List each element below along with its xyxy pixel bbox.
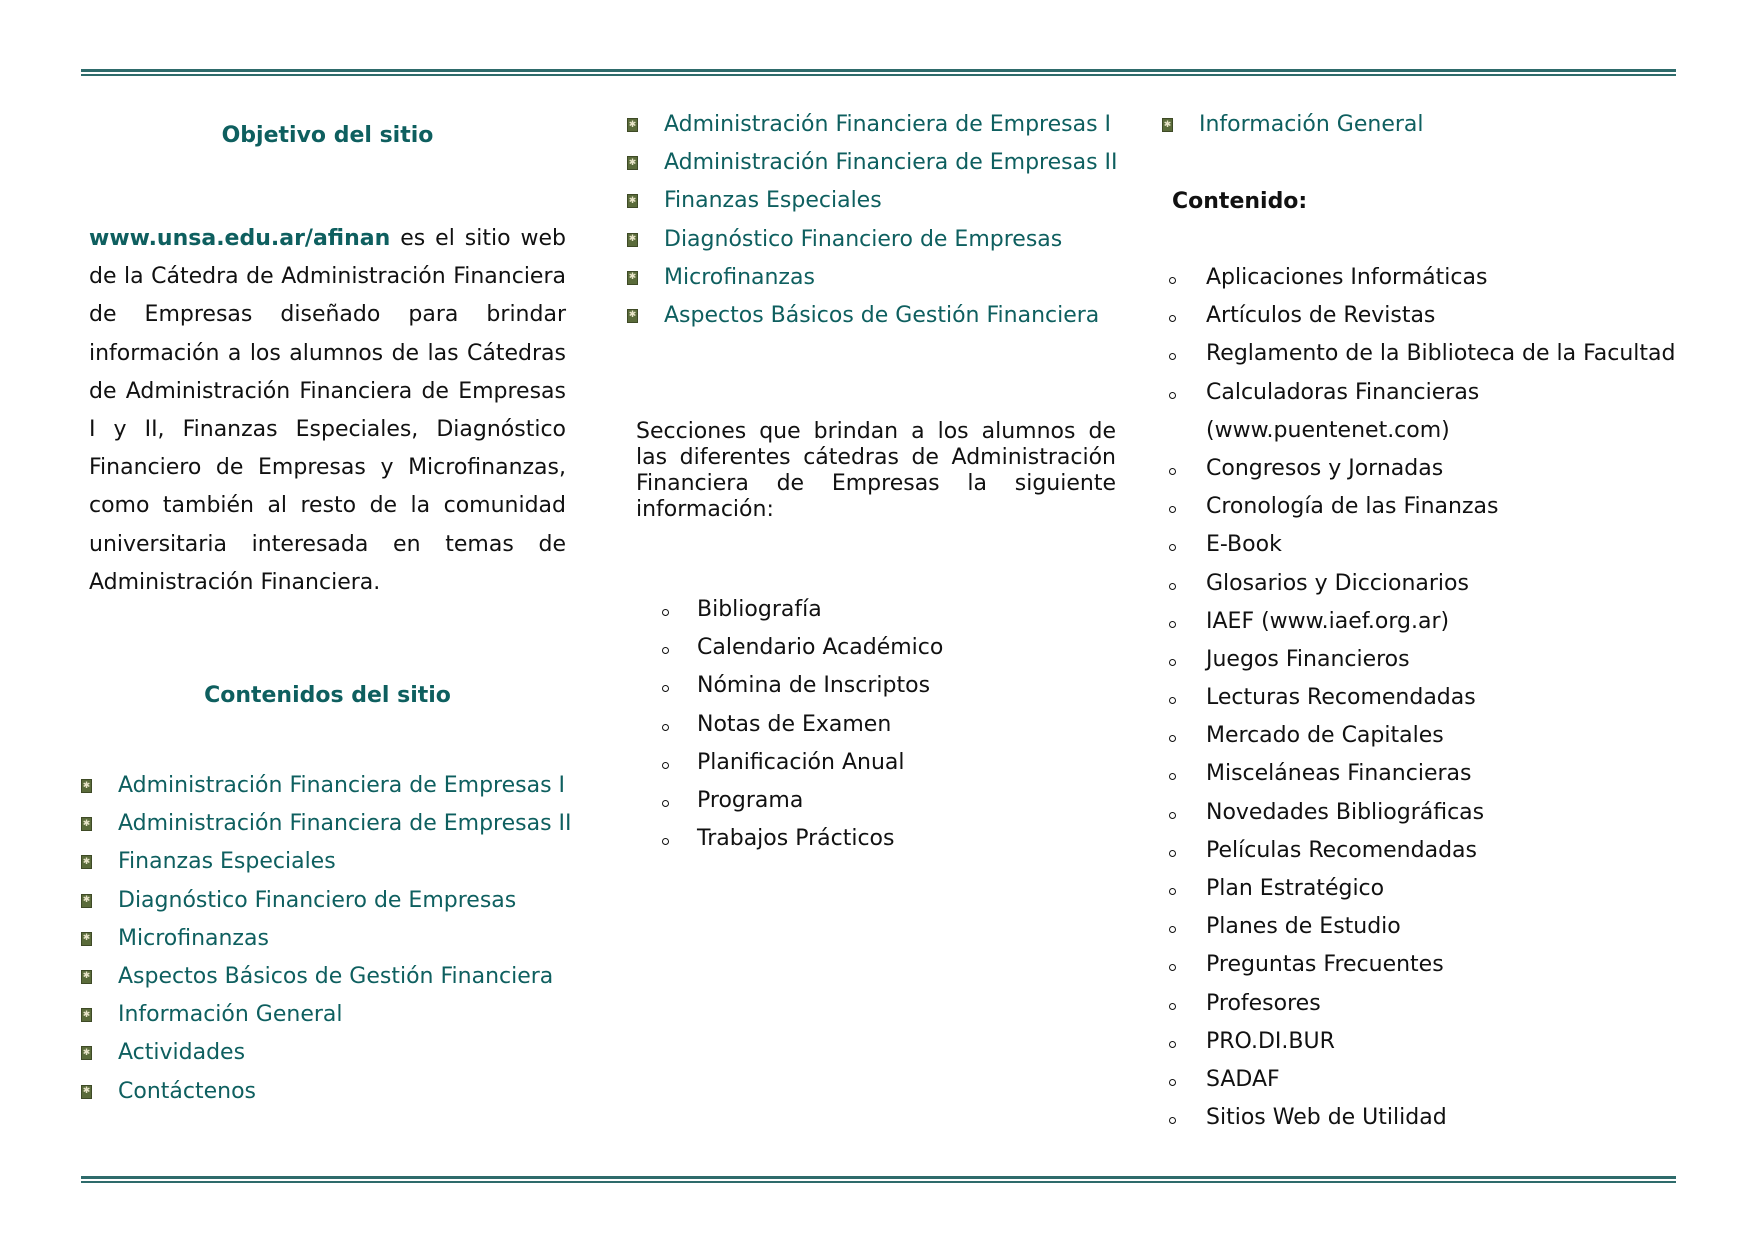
list-item-label: Calendario Académico: [697, 635, 944, 661]
list-item-label: Lecturas Recomendadas: [1206, 685, 1476, 711]
nav-link-label[interactable]: Diagnóstico Financiero de Empresas: [118, 887, 517, 913]
square-bullet-icon: ✱: [81, 932, 92, 946]
circle-bullet-icon: [1169, 506, 1176, 513]
nav-link-informacion-general[interactable]: [81, 996, 581, 1034]
circle-bullet-icon: [662, 800, 669, 807]
list-item: [1169, 259, 1669, 297]
list-item-label: IAEF (www.iaef.org.ar): [1206, 608, 1450, 634]
nav-link-label[interactable]: Actividades: [118, 1040, 246, 1066]
circle-bullet-icon: [1169, 659, 1176, 666]
circle-bullet-icon: [662, 647, 669, 654]
circle-bullet-icon: [1169, 735, 1176, 742]
nav-link-actividades[interactable]: [81, 1034, 581, 1072]
list-item-label: Profesores: [1206, 990, 1321, 1016]
bottom-divider: [81, 1176, 1676, 1183]
site-contents-nav: [81, 767, 581, 1111]
nav-link-label[interactable]: Administración Financiera de Empresas II: [664, 150, 1118, 176]
square-bullet-icon: ✱: [627, 233, 638, 247]
circle-bullet-icon: [1169, 697, 1176, 704]
list-item-label: Misceláneas Financieras: [1206, 761, 1472, 787]
square-bullet-icon: ✱: [81, 894, 92, 908]
top-divider: [81, 69, 1676, 76]
list-item: [662, 706, 1122, 744]
square-bullet-icon: ✱: [627, 309, 638, 323]
nav-link-label[interactable]: Diagnóstico Financiero de Empresas: [664, 226, 1063, 252]
list-item-label: Plan Estratégico: [1206, 876, 1385, 901]
square-bullet-icon: ✱: [81, 817, 92, 831]
circle-bullet-icon: [1169, 277, 1176, 284]
circle-bullet-icon: [662, 685, 669, 692]
list-item-label: Bibliografía: [697, 597, 822, 622]
content-title: Contenido:: [1172, 189, 1308, 214]
circle-bullet-icon: [1169, 850, 1176, 857]
square-bullet-icon: ✱: [81, 970, 92, 984]
list-item-label: Juegos Financieros: [1206, 646, 1410, 672]
circle-bullet-icon: [1169, 315, 1176, 322]
list-item-label: Cronología de las Finanzas: [1206, 494, 1499, 520]
list-item-label: (www.puentenet.com): [1206, 417, 1450, 443]
list-item: [1169, 335, 1676, 373]
site-url-link[interactable]: www.unsa.edu.ar/afinan: [89, 226, 391, 251]
square-bullet-icon: ✱: [627, 194, 638, 208]
list-item: [1169, 870, 1669, 908]
circle-bullet-icon: [1169, 888, 1176, 895]
nav-link-diagnostico-financiero-de-empresas[interactable]: [81, 882, 581, 920]
square-bullet-icon: ✱: [81, 1008, 92, 1022]
list-item: [1169, 488, 1669, 526]
list-item: [662, 667, 1122, 705]
circle-bullet-icon: [1169, 583, 1176, 590]
list-item: [1169, 450, 1669, 488]
list-item: [1169, 1023, 1669, 1061]
list-item-label: Preguntas Frecuentes: [1206, 952, 1444, 978]
list-item: [662, 591, 1122, 629]
list-item-label: Reglamento de la Biblioteca de la Facultad: [1206, 341, 1676, 367]
list-item-label: Nómina de Inscriptos: [697, 673, 931, 699]
nav-link-label[interactable]: Aspectos Básicos de Gestión Financiera: [118, 963, 554, 989]
square-bullet-icon: ✱: [627, 156, 638, 170]
list-item-label: Planificación Anual: [697, 749, 905, 775]
list-item-label: PRO.DI.BUR: [1206, 1028, 1335, 1054]
nav-link-label[interactable]: Finanzas Especiales: [664, 188, 882, 214]
nav-link-finanzas-especiales[interactable]: [627, 182, 1127, 220]
circle-bullet-icon: [1169, 621, 1176, 628]
nav-link-administracion-financiera-de-empresas-ii[interactable]: [627, 144, 1127, 182]
nav-link-label[interactable]: Administración Financiera de Empresas I: [664, 112, 1112, 137]
nav-link-label[interactable]: Microfinanzas: [664, 264, 815, 290]
nav-link-label[interactable]: Microfinanzas: [118, 925, 269, 951]
nav-link-contactenos[interactable]: [81, 1073, 581, 1111]
list-item-label: Mercado de Capitales: [1206, 723, 1444, 749]
general-info-nav: [1162, 106, 1662, 144]
list-item-label: Notas de Examen: [697, 711, 892, 737]
contents-list: [1169, 259, 1676, 1137]
list-item-label: Novedades Bibliográficas: [1206, 799, 1485, 825]
circle-bullet-icon: [1169, 964, 1176, 971]
circle-bullet-icon: [662, 838, 669, 845]
nav-link-label[interactable]: Información General: [118, 1002, 343, 1028]
list-item-label: Programa: [697, 787, 804, 813]
list-item: [662, 820, 1122, 858]
circle-bullet-icon: [1169, 1117, 1176, 1124]
circle-bullet-icon: [1169, 812, 1176, 819]
nav-link-label[interactable]: Administración Financiera de Empresas II: [118, 811, 572, 837]
objective-heading: Objetivo del sitio: [221, 123, 434, 148]
nav-link-label[interactable]: Contáctenos: [118, 1078, 256, 1104]
list-item: [1169, 1099, 1669, 1137]
nav-link-label[interactable]: Aspectos Básicos de Gestión Financiera: [664, 302, 1100, 328]
square-bullet-icon: ✱: [81, 1046, 92, 1060]
list-item-label: Películas Recomendadas: [1206, 837, 1477, 863]
list-item: [1169, 641, 1669, 679]
nav-link-microfinanzas[interactable]: [627, 259, 1127, 297]
list-item: [1169, 374, 1669, 412]
intro-text: es el sitio web de la Cátedra de Administración Financiera de Empresas diseñado para brindar información a los alumnos de las Cátedras de Administración Financiera de Empresas I y II, Finanzas Especiales, Diagnóstico Financiero de Empresas y Microfinanzas, como también al resto de la comunidad universitaria interesada en temas de Administración Financiera.: [89, 226, 566, 595]
circle-bullet-icon: [1169, 1041, 1176, 1048]
nav-link-aspectos-basicos-de-gestion-financiera[interactable]: [81, 958, 581, 996]
circle-bullet-icon: [1169, 468, 1176, 475]
contents-heading: Contenidos del sitio: [204, 683, 451, 708]
list-item: [662, 744, 1122, 782]
circle-bullet-icon: [662, 724, 669, 731]
list-item: [662, 782, 1122, 820]
list-item: [1169, 985, 1669, 1023]
nav-link-label[interactable]: Administración Financiera de Empresas I: [118, 773, 566, 798]
list-item-label: Calculadoras Financieras: [1206, 379, 1480, 405]
nav-link-aspectos-basicos-de-gestion-financiera[interactable]: [627, 297, 1127, 335]
nav-link-label[interactable]: Información General: [1199, 112, 1424, 137]
circle-bullet-icon: [662, 609, 669, 616]
nav-link-informacion-general[interactable]: [1162, 106, 1662, 144]
circle-bullet-icon: [1169, 1079, 1176, 1086]
list-item: [662, 629, 1122, 667]
list-item: [1169, 679, 1669, 717]
circle-bullet-icon: [1169, 353, 1176, 360]
nav-link-administracion-financiera-de-empresas-i[interactable]: [81, 767, 581, 805]
list-item-label: E-Book: [1206, 532, 1282, 558]
list-item-label: Sitios Web de Utilidad: [1206, 1105, 1447, 1131]
nav-link-diagnostico-financiero-de-empresas[interactable]: [627, 221, 1127, 259]
nav-link-administracion-financiera-de-empresas-ii[interactable]: [81, 805, 581, 843]
circle-bullet-icon: [1169, 926, 1176, 933]
nav-link-administracion-financiera-de-empresas-i[interactable]: [627, 106, 1127, 144]
list-item: [1169, 526, 1669, 564]
course-links-nav: [627, 106, 1127, 335]
square-bullet-icon: ✱: [627, 271, 638, 285]
intro-paragraph: [89, 220, 566, 602]
square-bullet-icon: ✱: [81, 779, 92, 793]
list-item: [1169, 603, 1669, 641]
list-item-label: SADAF: [1206, 1066, 1280, 1092]
list-item-label: Aplicaciones Informáticas: [1206, 265, 1488, 290]
nav-link-finanzas-especiales[interactable]: [81, 843, 581, 881]
circle-bullet-icon: [662, 762, 669, 769]
list-item: [1169, 565, 1669, 603]
sections-intro-paragraph: Secciones que brindan a los alumnos de las diferentes cátedras de Administración Financiera de Empresas la siguiente información:: [636, 419, 1116, 522]
list-item: [1169, 1061, 1669, 1099]
list-item: [1169, 717, 1669, 755]
list-item: [1169, 794, 1669, 832]
list-item: [1169, 832, 1669, 870]
list-item: [1169, 297, 1669, 335]
list-item: [1169, 412, 1669, 450]
square-bullet-icon: ✱: [1162, 118, 1173, 132]
list-item: [1169, 908, 1669, 946]
square-bullet-icon: ✱: [81, 1085, 92, 1099]
sections-list: [662, 591, 1122, 858]
list-item-label: Congresos y Jornadas: [1206, 455, 1444, 481]
list-item-label: Artículos de Revistas: [1206, 303, 1436, 329]
circle-bullet-icon: [1169, 544, 1176, 551]
square-bullet-icon: ✱: [81, 855, 92, 869]
list-item-label: Glosarios y Diccionarios: [1206, 570, 1469, 596]
list-item: [1169, 946, 1669, 984]
circle-bullet-icon: [1169, 1003, 1176, 1010]
nav-link-label[interactable]: Finanzas Especiales: [118, 849, 336, 875]
list-item-label: Trabajos Prácticos: [697, 826, 895, 852]
list-item: [1169, 755, 1669, 793]
circle-bullet-icon: [1169, 392, 1176, 399]
circle-bullet-icon: [1169, 773, 1176, 780]
nav-link-microfinanzas[interactable]: [81, 920, 581, 958]
list-item-label: Planes de Estudio: [1206, 914, 1401, 940]
square-bullet-icon: ✱: [627, 118, 638, 132]
